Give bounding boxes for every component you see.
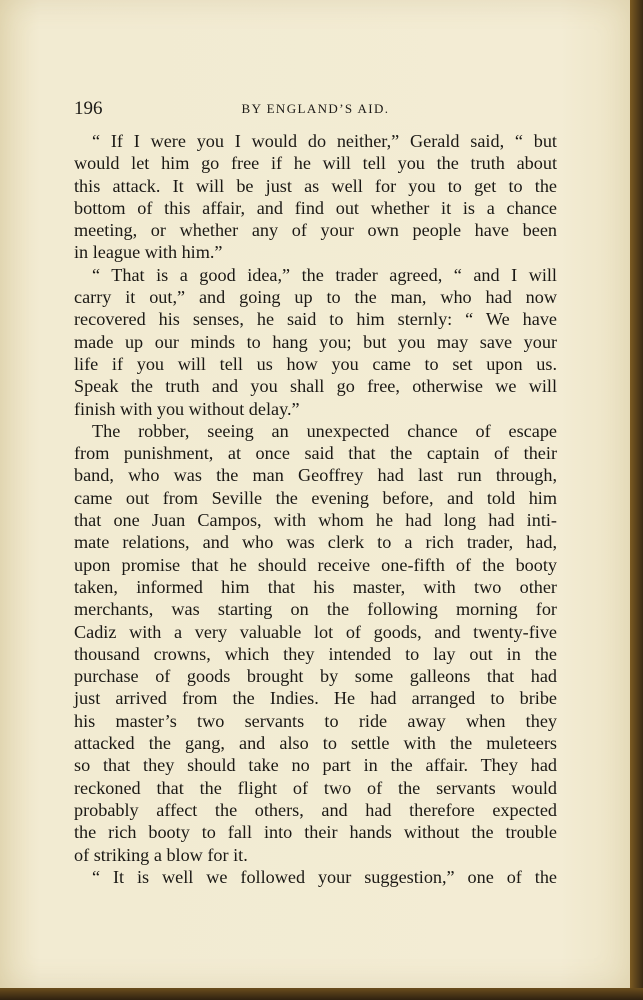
text-line: reckoned that the flight of two of the servants would [74, 777, 557, 798]
text-line: from punishment, at once said that the captain of their [74, 443, 557, 464]
text-line: purchase of goods brought by some galleons that had [74, 666, 557, 687]
text-line: came out from Seville the evening before, and told him [74, 487, 557, 508]
text-line: in league with him.” [74, 242, 223, 263]
text-line: just arrived from the Indies. He had arranged to bribe [74, 688, 557, 709]
text-line: so that they should take no part in the affair. They had [74, 755, 557, 776]
body-text [74, 130, 557, 888]
page-header [74, 98, 557, 120]
text-line: of striking a blow for it. [74, 844, 248, 865]
text-line: his master’s two servants to ride away when they [74, 710, 557, 731]
page-number: 196 [74, 98, 103, 119]
text-line: merchants, was starting on the following morning for [74, 599, 557, 620]
text-line: band, who was the man Geoffrey had last run through, [74, 465, 557, 486]
text-line: Cadiz with a very valuable lot of goods, and twenty-five [74, 621, 557, 642]
text-line: the rich booty to fall into their hands without the trouble [74, 822, 557, 843]
text-line: “ If I were you I would do neither,” Gerald said, “ but [92, 131, 557, 151]
text-line: this attack. It will be just as well for you to get to the [74, 175, 557, 196]
text-line: would let him go free if he will tell you the truth about [74, 153, 557, 174]
text-line: The robber, seeing an unexpected chance of escape [92, 420, 557, 441]
book-edge-bottom [0, 988, 643, 1000]
text-line: “ It is well we followed your suggestion,” one of the [92, 866, 557, 887]
text-line: life if you will tell us how you came to set upon us. [74, 353, 557, 374]
text-line: Speak the truth and you shall go free, otherwise we will [74, 376, 557, 397]
text-line: made up our minds to hang you; but you may save your [74, 331, 557, 352]
book-edge-right [630, 0, 643, 1000]
text-line: upon promise that he should receive one-fifth of the booty [74, 554, 557, 575]
text-line: that one Juan Campos, with whom he had long had inti- [74, 510, 557, 531]
text-line: probably affect the others, and had therefore expected [74, 799, 557, 820]
text-line: thousand crowns, which they intended to lay out in the [74, 643, 557, 664]
running-head: BY ENGLAND’S AID. [241, 101, 390, 116]
text-line: taken, informed him that his master, with two other [74, 576, 557, 597]
text-line: finish with you without delay.” [74, 398, 300, 419]
text-line: carry it out,” and going up to the man, who had now [74, 287, 557, 308]
text-line: meeting, or whether any of your own people have been [74, 220, 557, 241]
text-line: “ That is a good idea,” the trader agreed, “ and I will [92, 264, 557, 285]
text-line: attacked the gang, and also to settle with the muleteers [74, 733, 557, 754]
text-line: bottom of this affair, and find out whether it is a chance [74, 197, 557, 218]
text-line: recovered his senses, he said to him sternly: “ We have [74, 309, 557, 330]
text-line: mate relations, and who was clerk to a rich trader, had, [74, 532, 557, 553]
